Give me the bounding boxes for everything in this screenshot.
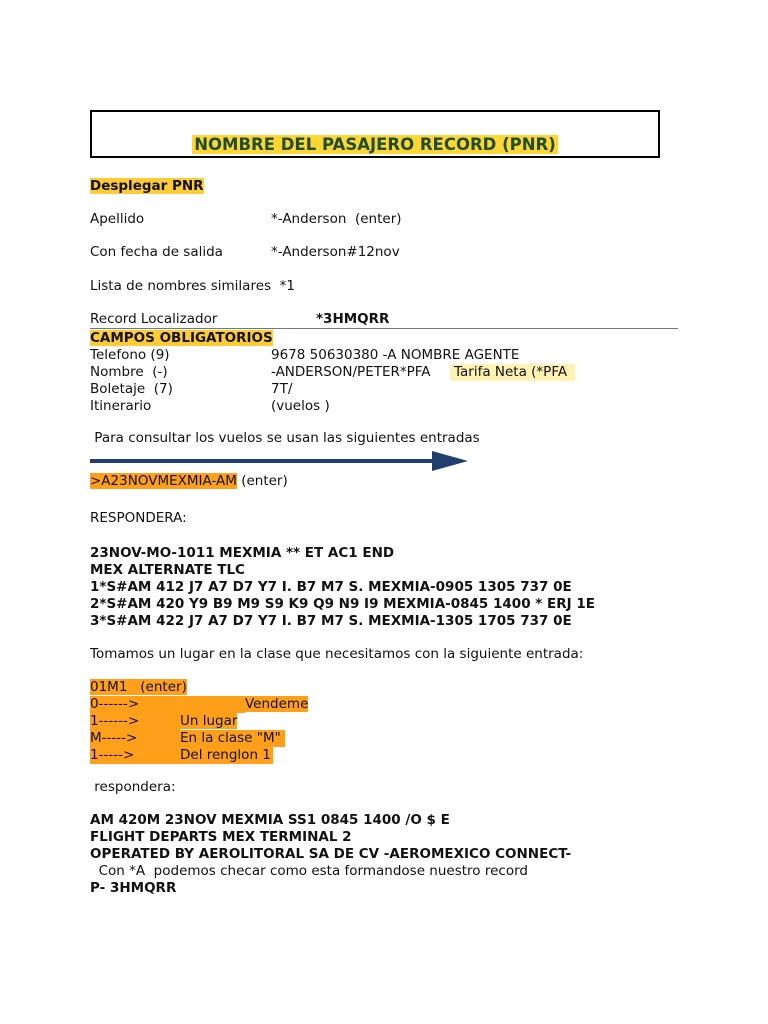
pnr-line: P- 3HMQRR	[90, 880, 177, 896]
response-line-3: OPERATED BY AEROLITORAL SA DE CV -AEROMEXICO CONNECT-	[90, 846, 572, 862]
value-telefono: 9678 50630380 -A NOMBRE AGENTE	[271, 347, 520, 363]
label-record-localizador: Record Localizador	[90, 311, 218, 327]
sell-row-2-meaning: Un lugar	[180, 713, 238, 729]
consulta-text: Para consultar los vuelos se usan las siguientes entradas	[90, 430, 480, 446]
label-nombres-similares: Lista de nombres similares *1	[90, 278, 295, 294]
value-itinerario: (vuelos )	[271, 398, 330, 414]
value-record-localizador: *3HMQRR	[316, 311, 390, 327]
response-line-2: FLIGHT DEPARTS MEX TERMINAL 2	[90, 829, 352, 845]
page-title: NOMBRE DEL PASAJERO RECORD (PNR)	[194, 135, 556, 154]
title-box	[90, 110, 660, 158]
sell-entry: 01M1 (enter)	[90, 679, 187, 695]
consulta-entry: >A23NOVMEXMIA-AM	[90, 473, 237, 489]
availability-line-2: MEX ALTERNATE TLC	[90, 562, 245, 578]
response-line-1: AM 420M 23NOV MEXMIA SS1 0845 1400 /O $ E	[90, 812, 450, 828]
con-a-text: Con *A podemos checar como esta formandose nuestro record	[90, 863, 528, 879]
sell-row-4: 1----->	[90, 747, 273, 764]
respondera-label: RESPONDERA:	[90, 510, 187, 526]
campos-heading: CAMPOS OBLIGATORIOS	[90, 330, 273, 346]
availability-line-5: 3*S#AM 422 J7 A7 D7 Y7 I. B7 M7 S. MEXMIA-1305 1705 737 0E	[90, 613, 572, 629]
consulta-entry-line	[90, 473, 288, 490]
consulta-entry-suffix: (enter)	[236, 473, 288, 489]
value-nombre: -ANDERSON/PETER*PFA	[271, 364, 431, 380]
sell-row-1: 0------> Vendeme	[90, 696, 309, 712]
sell-row-3: M----->	[90, 730, 285, 747]
label-itinerario: Itinerario	[90, 398, 152, 414]
label-boletaje: Boletaje (7)	[90, 381, 173, 397]
value-apellido: *-Anderson (enter)	[271, 211, 402, 227]
label-nombre: Nombre (-)	[90, 364, 168, 380]
availability-line-3: 1*S#AM 412 J7 A7 D7 Y7 I. B7 M7 S. MEXMIA-0905 1305 737 0E	[90, 579, 572, 595]
sell-row-2: 1------>	[90, 713, 180, 730]
divider	[90, 328, 678, 329]
value-fecha-salida: *-Anderson#12nov	[271, 244, 400, 260]
section-heading-desplegar: Desplegar PNR	[90, 178, 204, 194]
label-apellido: Apellido	[90, 211, 145, 227]
note-tarifa-neta: Tarifa Neta (*PFA	[450, 364, 575, 381]
value-boletaje: 7T/	[271, 381, 293, 397]
sell-row-3-meaning: En la clase "M"	[180, 730, 281, 746]
availability-line-4: 2*S#AM 420 Y9 B9 M9 S9 K9 Q9 N9 I9 MEXMIA-0845 1400 * ERJ 1E	[90, 596, 596, 612]
right-arrow-icon	[90, 450, 470, 472]
sell-row-4-meaning: Del renglon 1	[180, 747, 271, 763]
label-telefono: Telefono (9)	[90, 347, 170, 363]
respondera2-label: respondera:	[90, 779, 176, 795]
tomamos-text: Tomamos un lugar en la clase que necesitamos con la siguiente entrada:	[90, 646, 584, 662]
availability-line-1: 23NOV-MO-1011 MEXMIA ** ET AC1 END	[90, 545, 395, 561]
label-fecha-salida: Con fecha de salida	[90, 244, 223, 260]
